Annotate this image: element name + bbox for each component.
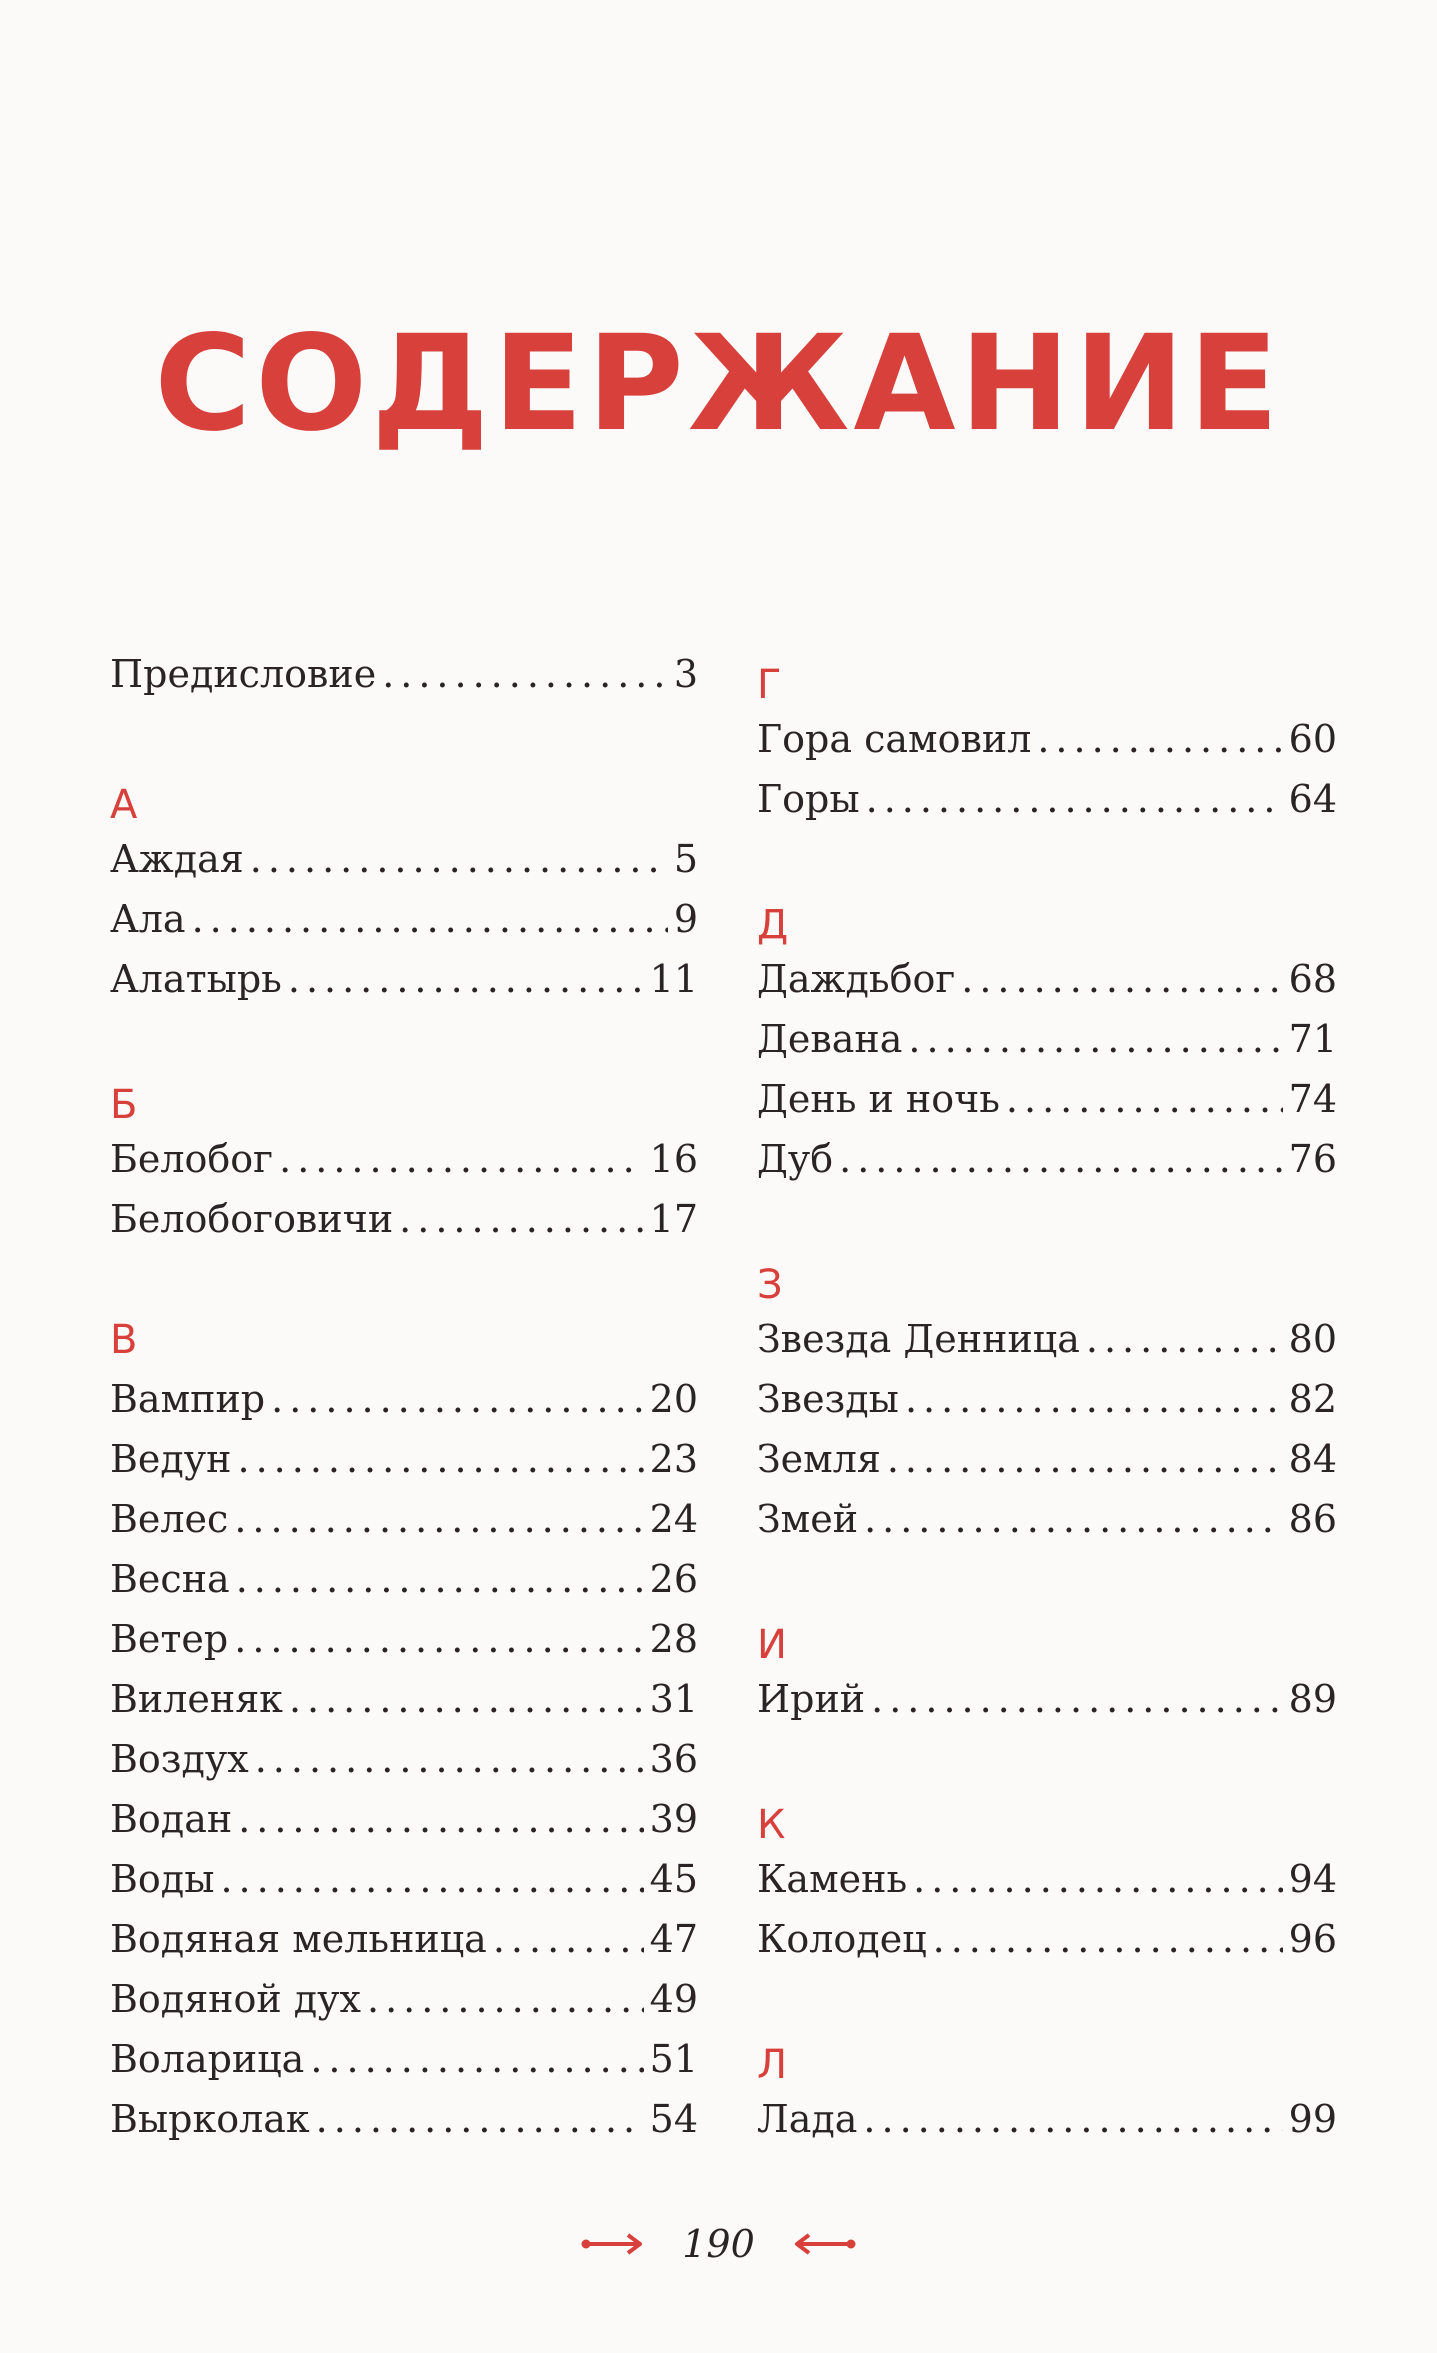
entry-page: 3 bbox=[673, 652, 698, 696]
toc-entry[interactable] bbox=[110, 837, 698, 881]
entry-name: Водяной дух bbox=[110, 1977, 361, 2021]
section-letter: Б bbox=[110, 1082, 138, 1128]
entry-name: Водан bbox=[110, 1797, 233, 1841]
dot-leader bbox=[905, 1380, 1283, 1418]
entry-name: Велес bbox=[110, 1497, 229, 1541]
entry-page: 99 bbox=[1288, 2097, 1337, 2141]
toc-entry[interactable] bbox=[110, 1377, 698, 1421]
dot-leader bbox=[839, 1140, 1283, 1178]
toc-entry[interactable] bbox=[110, 897, 698, 941]
dot-leader bbox=[866, 780, 1283, 818]
toc-entry[interactable] bbox=[110, 1857, 698, 1901]
toc-entry[interactable] bbox=[110, 1197, 698, 1241]
dot-leader bbox=[279, 1140, 644, 1178]
entry-page: 11 bbox=[649, 957, 698, 1001]
section-letter: А bbox=[110, 782, 138, 828]
section-letter: З bbox=[757, 1262, 783, 1308]
entry-page: 68 bbox=[1288, 957, 1337, 1001]
dot-leader bbox=[234, 1500, 643, 1538]
toc-entry[interactable] bbox=[110, 957, 698, 1001]
toc-entry[interactable] bbox=[110, 1977, 698, 2021]
dot-leader bbox=[310, 2040, 643, 2078]
dot-leader bbox=[271, 1380, 644, 1418]
entry-page: 5 bbox=[673, 837, 698, 881]
entry-page: 84 bbox=[1288, 1437, 1337, 1481]
entry-name: Девана bbox=[757, 1017, 903, 1061]
entry-name: Земля bbox=[757, 1437, 881, 1481]
dot-leader bbox=[289, 1680, 644, 1718]
entry-name: Белобоговичи bbox=[110, 1197, 394, 1241]
dot-leader bbox=[908, 1020, 1282, 1058]
dot-leader bbox=[255, 1740, 644, 1778]
entry-name: Звезды bbox=[757, 1377, 899, 1421]
entry-name: Вампир bbox=[110, 1377, 266, 1421]
entry-name: Алатырь bbox=[110, 957, 282, 1001]
section-letter: Д bbox=[757, 902, 789, 948]
entry-name: Ирий bbox=[757, 1677, 866, 1721]
section-letter: Л bbox=[757, 2042, 788, 2088]
entry-name: Лада bbox=[757, 2097, 858, 2141]
toc-entry[interactable] bbox=[110, 2037, 698, 2081]
section-letter: К bbox=[757, 1802, 786, 1848]
toc-entry[interactable] bbox=[110, 1677, 698, 1721]
toc-entry[interactable] bbox=[110, 1797, 698, 1841]
entry-name: Весна bbox=[110, 1557, 230, 1601]
entry-page: 82 bbox=[1288, 1377, 1337, 1421]
entry-name: Даждьбог bbox=[757, 957, 956, 1001]
dot-leader bbox=[913, 1860, 1283, 1898]
toc-entry[interactable] bbox=[110, 1737, 698, 1781]
toc-entry[interactable] bbox=[757, 717, 1337, 761]
entry-page: 49 bbox=[649, 1977, 698, 2021]
entry-page: 39 bbox=[649, 1797, 698, 1841]
entry-page: 17 bbox=[649, 1197, 698, 1241]
dot-leader bbox=[961, 960, 1282, 998]
dot-leader bbox=[367, 1980, 644, 2018]
entry-name: Воды bbox=[110, 1857, 215, 1901]
entry-page: 76 bbox=[1288, 1137, 1337, 1181]
entry-page: 36 bbox=[649, 1737, 698, 1781]
entry-name: Дуб bbox=[757, 1137, 834, 1181]
toc-entry[interactable] bbox=[110, 1497, 698, 1541]
dot-leader bbox=[1037, 720, 1282, 758]
entry-name: Воздух bbox=[110, 1737, 249, 1781]
toc-entry[interactable] bbox=[110, 1917, 698, 1961]
entry-page: 54 bbox=[649, 2097, 698, 2141]
dot-leader bbox=[250, 840, 668, 878]
toc-entry[interactable] bbox=[110, 2097, 698, 2141]
dot-leader bbox=[871, 1680, 1283, 1718]
entry-name: Звезда Денница bbox=[757, 1317, 1080, 1361]
toc-entry[interactable] bbox=[110, 1617, 698, 1661]
entry-name: Водяная мельница bbox=[110, 1917, 487, 1961]
entry-name: Камень bbox=[757, 1857, 908, 1901]
entry-page: 60 bbox=[1288, 717, 1337, 761]
entry-page: 51 bbox=[649, 2037, 698, 2081]
dot-leader bbox=[1006, 1080, 1283, 1118]
toc-entry[interactable] bbox=[757, 2097, 1337, 2141]
dot-leader bbox=[238, 1800, 643, 1838]
entry-page: 47 bbox=[649, 1917, 698, 1961]
toc-entry[interactable] bbox=[757, 1497, 1337, 1541]
dot-leader bbox=[887, 1440, 1283, 1478]
dot-leader bbox=[399, 1200, 643, 1238]
entry-page: 9 bbox=[673, 897, 698, 941]
entry-page: 64 bbox=[1288, 777, 1337, 821]
dot-leader bbox=[238, 1440, 644, 1478]
toc-entry[interactable] bbox=[757, 1137, 1337, 1181]
section-letter: В bbox=[110, 1317, 138, 1363]
entry-page: 74 bbox=[1288, 1077, 1337, 1121]
dot-leader bbox=[864, 1500, 1283, 1538]
entry-page: 71 bbox=[1288, 1017, 1337, 1061]
dot-leader bbox=[933, 1920, 1283, 1958]
dot-leader bbox=[1086, 1320, 1283, 1358]
entry-name: Воларица bbox=[110, 2037, 305, 2081]
entry-name: Аждая bbox=[110, 837, 244, 881]
toc-entry[interactable] bbox=[757, 777, 1337, 821]
entry-name: Змей bbox=[757, 1497, 859, 1541]
entry-page: 20 bbox=[649, 1377, 698, 1421]
entry-page: 94 bbox=[1288, 1857, 1337, 1901]
entry-page: 80 bbox=[1288, 1317, 1337, 1361]
toc-entry[interactable] bbox=[757, 957, 1337, 1001]
entry-name: Ала bbox=[110, 897, 186, 941]
toc-entry[interactable] bbox=[757, 1077, 1337, 1121]
dot-leader bbox=[236, 1560, 644, 1598]
toc-entry[interactable] bbox=[757, 1317, 1337, 1361]
toc-entry[interactable] bbox=[757, 1377, 1337, 1421]
entry-name: Предисловие bbox=[110, 652, 377, 696]
page-number: 190 bbox=[682, 2222, 755, 2266]
dot-leader bbox=[493, 1920, 644, 1958]
arrow-left-icon bbox=[791, 2232, 857, 2256]
entry-page: 45 bbox=[649, 1857, 698, 1901]
entry-page: 23 bbox=[649, 1437, 698, 1481]
dot-leader bbox=[192, 900, 668, 938]
dot-leader bbox=[316, 2100, 644, 2138]
toc-entry[interactable] bbox=[757, 1017, 1337, 1061]
entry-name: Виленяк bbox=[110, 1677, 283, 1721]
toc-entry[interactable] bbox=[757, 1437, 1337, 1481]
entry-page: 89 bbox=[1288, 1677, 1337, 1721]
toc-entry[interactable] bbox=[110, 1137, 698, 1181]
entry-page: 96 bbox=[1288, 1917, 1337, 1961]
dot-leader bbox=[234, 1620, 643, 1658]
entry-page: 26 bbox=[649, 1557, 698, 1601]
page-title: СОДЕРЖАНИЕ bbox=[154, 307, 1283, 461]
entry-page: 16 bbox=[649, 1137, 698, 1181]
entry-name: Ведун bbox=[110, 1437, 232, 1481]
section-letter: Г bbox=[757, 662, 782, 708]
arrow-right-icon bbox=[580, 2232, 646, 2256]
entry-name: Гора самовил bbox=[757, 717, 1032, 761]
entry-name: Ветер bbox=[110, 1617, 229, 1661]
entry-name: День и ночь bbox=[757, 1077, 1000, 1121]
page-footer bbox=[0, 2222, 1437, 2266]
entry-page: 24 bbox=[649, 1497, 698, 1541]
entry-name: Выркoлак bbox=[110, 2097, 310, 2141]
entry-name: Белобог bbox=[110, 1137, 274, 1181]
dot-leader bbox=[382, 655, 668, 693]
dot-leader bbox=[220, 1860, 643, 1898]
toc-entry[interactable] bbox=[757, 1857, 1337, 1901]
toc-entry[interactable] bbox=[110, 1557, 698, 1601]
entry-name: Горы bbox=[757, 777, 860, 821]
toc-entry-preface[interactable] bbox=[110, 652, 698, 696]
entry-name: Колодец bbox=[757, 1917, 927, 1961]
toc-entry[interactable] bbox=[757, 1917, 1337, 1961]
dot-leader bbox=[288, 960, 644, 998]
section-letter: И bbox=[757, 1622, 787, 1668]
entry-page: 31 bbox=[649, 1677, 698, 1721]
toc-entry[interactable] bbox=[757, 1677, 1337, 1721]
toc-entry[interactable] bbox=[110, 1437, 698, 1481]
entry-page: 28 bbox=[649, 1617, 698, 1661]
entry-page: 86 bbox=[1288, 1497, 1337, 1541]
dot-leader bbox=[863, 2100, 1282, 2138]
